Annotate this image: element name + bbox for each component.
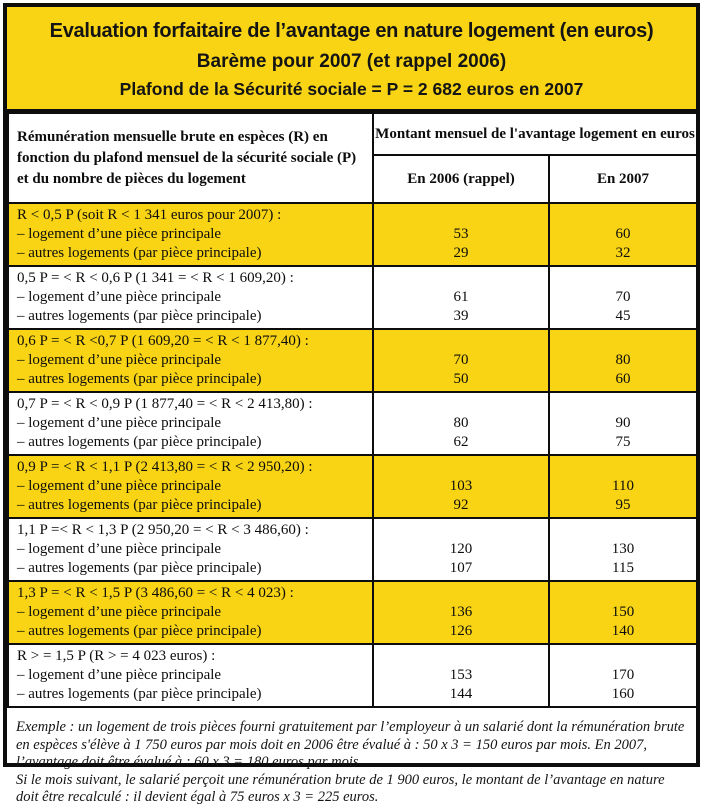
value-2006-cell	[373, 644, 549, 707]
value-2007-cell	[549, 329, 697, 392]
table-row-2	[8, 266, 697, 329]
value-2006-other: 62	[453, 434, 469, 450]
header-remuneration: Rémunération mensuelle brute en espèces (R) en fonction du plafond mensuel de la sécurité sociale (P) et du nombre de pièces du logement	[8, 113, 373, 203]
value-2006-other: 126	[449, 623, 473, 639]
table-row-1	[8, 203, 697, 266]
housing-line-1: – logement d’une pièce principale	[17, 604, 222, 620]
value-2006-main: 136	[449, 604, 473, 620]
bareme-table	[7, 112, 698, 708]
table-row-3	[8, 329, 697, 392]
value-2006-cell	[373, 329, 549, 392]
value-2007-cell	[549, 581, 697, 644]
value-2006-cell	[373, 455, 549, 518]
value-2006-main: 103	[449, 478, 473, 494]
housing-line-2: – autres logements (par pièce principale)	[17, 497, 262, 513]
condition-text: 0,9 P = < R < 1,1 P (2 413,80 = < R < 2 950,20) :	[17, 459, 313, 475]
value-2007-cell	[549, 455, 697, 518]
example-paragraph-2: Si le mois suivant, le salarié perçoit une rémunération brute de 1 900 euros, le montant de l’avantage en nature doit être recalculé : il devient égal à 75 euros x 3 = 225 euros.	[16, 771, 665, 805]
housing-line-2: – autres logements (par pièce principale)	[17, 308, 262, 324]
table-row-8	[8, 644, 697, 707]
housing-line-1: – logement d’une pièce principale	[17, 478, 222, 494]
value-2007-main: 60	[615, 226, 631, 242]
value-2006-main: 153	[449, 667, 473, 683]
condition-text: 0,6 P = < R <0,7 P (1 609,20 = < R < 1 877,40) :	[17, 333, 309, 349]
table-row-6	[8, 518, 697, 581]
title-line-2: Barème pour 2007 (et rappel 2006)	[196, 51, 507, 72]
value-2006-main: 80	[453, 415, 469, 431]
title-line-1: Evaluation forfaitaire de l’avantage en nature logement (en euros)	[49, 20, 654, 42]
value-2007-other: 32	[615, 245, 631, 261]
value-2007-main: 80	[615, 352, 631, 368]
table-header-row-1	[8, 113, 697, 155]
value-2007-cell	[549, 518, 697, 581]
row-label-cell	[8, 203, 373, 266]
value-2007-cell	[549, 266, 697, 329]
value-2007-cell	[549, 644, 697, 707]
value-2006-other: 39	[453, 308, 469, 324]
housing-line-1: – logement d’une pièce principale	[17, 541, 222, 557]
value-2006-cell	[373, 518, 549, 581]
housing-line-2: – autres logements (par pièce principale)	[17, 623, 262, 639]
table-row-5	[8, 455, 697, 518]
value-2006-cell	[373, 203, 549, 266]
value-2007-main: 130	[611, 541, 635, 557]
value-2007-other: 140	[611, 623, 635, 639]
row-label-cell	[8, 266, 373, 329]
row-label-cell	[8, 392, 373, 455]
table-row-4	[8, 392, 697, 455]
row-label-cell	[8, 581, 373, 644]
housing-line-1: – logement d’une pièce principale	[17, 289, 222, 305]
value-2006-other: 29	[453, 245, 469, 261]
row-label-cell	[8, 455, 373, 518]
condition-text: 1,1 P =< R < 1,3 P (2 950,20 = < R < 3 486,60) :	[17, 522, 309, 538]
value-2007-main: 110	[612, 478, 634, 494]
header-col-2006: En 2006 (rappel)	[373, 155, 549, 203]
document-page	[3, 3, 700, 805]
value-2007-other: 45	[615, 308, 631, 324]
value-2007-main: 90	[615, 415, 631, 431]
value-2006-cell	[373, 392, 549, 455]
row-label-cell	[8, 644, 373, 707]
example-paragraph-1: Exemple : un logement de trois pièces fourni gratuitement par l’employeur à un salarié dont la rémunération brute en espèces s'élève à 1 750 euros par mois doit en 2006 être évalué à : 50 x 3 = 150 euros par mois. En 2007, l’avantage doit être évalué à : 60 x 3 = 180 euros par mois.	[16, 719, 685, 770]
housing-line-1: – logement d’une pièce principale	[17, 415, 222, 431]
housing-line-2: – autres logements (par pièce principale)	[17, 686, 262, 702]
value-2007-main: 70	[615, 289, 631, 305]
value-2007-main: 150	[611, 604, 635, 620]
row-label-cell	[8, 329, 373, 392]
condition-text: R < 0,5 P (soit R < 1 341 euros pour 2007) :	[17, 207, 282, 223]
example-note	[7, 708, 696, 807]
value-2007-other: 95	[615, 497, 631, 513]
housing-line-2: – autres logements (par pièce principale)	[17, 371, 262, 387]
value-2007-other: 60	[615, 371, 631, 387]
value-2006-main: 61	[453, 289, 469, 305]
row-label-cell	[8, 518, 373, 581]
value-2007-other: 75	[615, 434, 631, 450]
header-montant: Montant mensuel de l'avantage logement en euros	[373, 113, 697, 155]
value-2006-other: 144	[449, 686, 473, 702]
value-2006-other: 107	[449, 560, 473, 576]
header-col-2007: En 2007	[549, 155, 697, 203]
value-2006-cell	[373, 266, 549, 329]
condition-text: 1,3 P = < R < 1,5 P (3 486,60 = < R < 4 023) :	[17, 585, 294, 601]
title-line-3: Plafond de la Sécurité sociale = P = 2 682 euros en 2007	[119, 79, 584, 99]
condition-text: 0,5 P = < R < 0,6 P (1 341 = < R < 1 609,20) :	[17, 270, 294, 286]
condition-text: R > = 1,5 P (R > = 4 023 euros) :	[17, 648, 216, 664]
value-2006-other: 50	[453, 371, 469, 387]
housing-line-1: – logement d’une pièce principale	[17, 352, 222, 368]
housing-line-2: – autres logements (par pièce principale)	[17, 560, 262, 576]
value-2007-cell	[549, 203, 697, 266]
value-2006-main: 120	[449, 541, 473, 557]
value-2006-other: 92	[453, 497, 469, 513]
housing-line-2: – autres logements (par pièce principale)	[17, 245, 262, 261]
housing-line-1: – logement d’une pièce principale	[17, 667, 222, 683]
value-2007-main: 170	[611, 667, 635, 683]
value-2006-cell	[373, 581, 549, 644]
value-2006-main: 53	[453, 226, 469, 242]
value-2007-cell	[549, 392, 697, 455]
housing-line-2: – autres logements (par pièce principale)	[17, 434, 262, 450]
table-row-7	[8, 581, 697, 644]
value-2007-other: 160	[611, 686, 635, 702]
condition-text: 0,7 P = < R < 0,9 P (1 877,40 = < R < 2 413,80) :	[17, 396, 313, 412]
title-banner	[7, 7, 696, 112]
value-2006-main: 70	[453, 352, 469, 368]
value-2007-other: 115	[612, 560, 634, 576]
housing-line-1: – logement d’une pièce principale	[17, 226, 222, 242]
